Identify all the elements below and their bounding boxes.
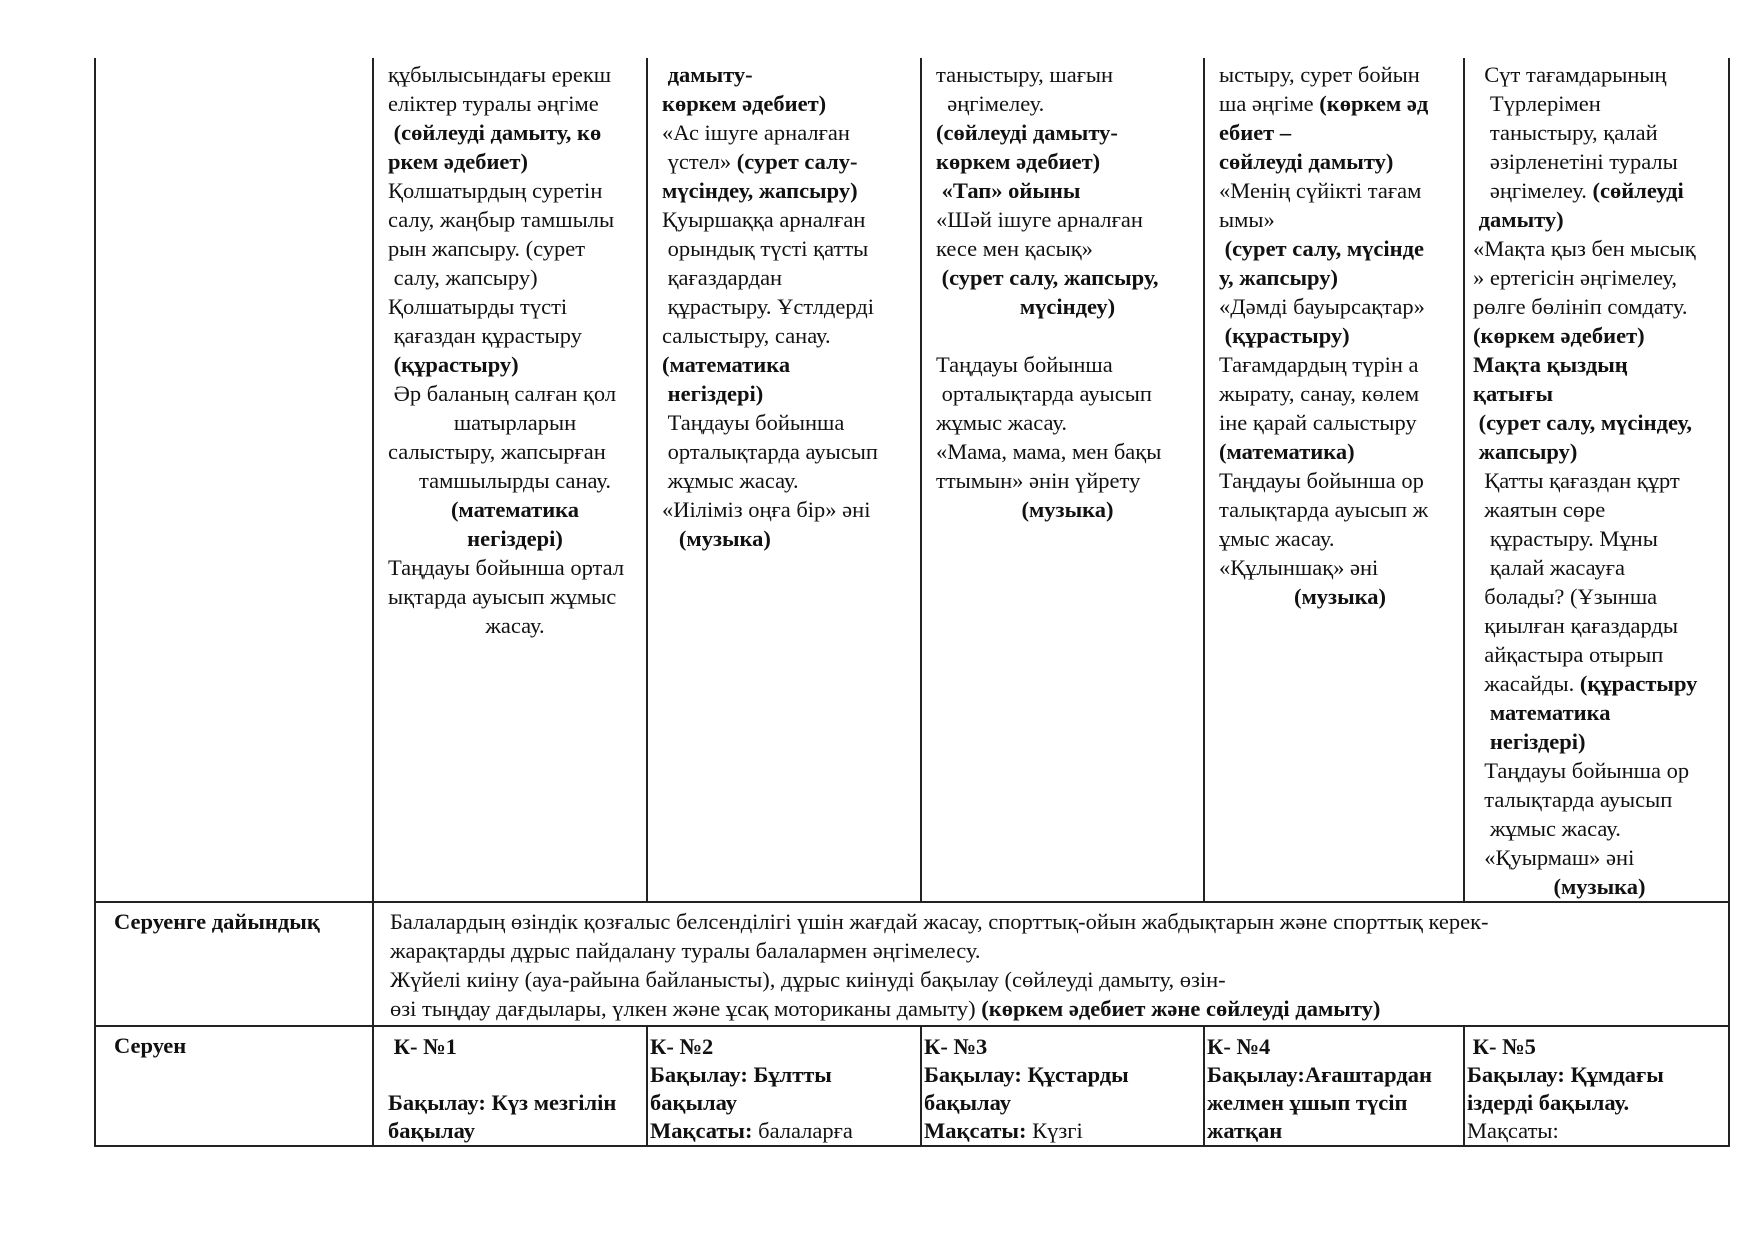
- activity-line-tail: (сөйлеуді: [1592, 178, 1684, 203]
- activity-line-text: Таңдауы бойынша: [662, 410, 845, 435]
- activity-line: [1219, 379, 1461, 408]
- activity-line-text: (музыка): [1021, 497, 1114, 522]
- walk-card-line-text: Бақылау: Күз мезгілін: [388, 1090, 617, 1115]
- activities-cell-4: [1204, 58, 1464, 902]
- activity-line: [936, 495, 1199, 524]
- activity-line-text: жаятын сөре: [1473, 497, 1606, 522]
- activity-line: [662, 292, 916, 321]
- activity-line-text: негіздері): [1473, 729, 1586, 754]
- walk-card-line-text: іздерді бақылау.: [1467, 1090, 1630, 1115]
- activity-line: [1219, 495, 1461, 524]
- activity-line-text: жұмыс жасау.: [1473, 816, 1621, 841]
- activity-line: [1219, 263, 1461, 292]
- activity-line: [388, 437, 642, 466]
- activity-line-text: құрастыру. Ұстлдерді: [662, 294, 875, 319]
- activity-line: [1219, 466, 1461, 495]
- walk-card-line: [388, 1117, 642, 1145]
- activity-line: [1473, 727, 1726, 756]
- activity-line-text: қалай жасауға: [1473, 555, 1625, 580]
- activity-line: [1473, 147, 1726, 176]
- activity-line: [1473, 843, 1726, 872]
- walk-card-line: [650, 1089, 918, 1117]
- walk-card-line: [924, 1061, 1201, 1089]
- activities-label-cell: [95, 58, 373, 902]
- activity-line-text: (құрастыру): [388, 352, 519, 377]
- activity-line: [1473, 466, 1726, 495]
- activity-line-text: (математика): [1219, 439, 1355, 464]
- activity-line-text: Қолшатырдың суретін: [388, 178, 603, 203]
- activity-line: [1473, 756, 1726, 785]
- activity-line-text: » ертегісін әңгімелеу,: [1473, 265, 1678, 290]
- activity-line: [662, 89, 916, 118]
- walk-card-5: [1464, 1026, 1729, 1146]
- walk-prep-row: [95, 902, 1729, 1026]
- activity-line-text: салу, жаңбыр тамшылы: [388, 207, 615, 232]
- activity-line: [388, 553, 642, 582]
- activity-line: [388, 350, 642, 379]
- activity-line-text: «Дәмді бауырсақтар»: [1219, 294, 1425, 319]
- activity-line-text: «Қуырмаш» әні: [1473, 845, 1635, 870]
- activity-line: [662, 147, 916, 176]
- activity-line: [388, 234, 642, 263]
- walk-card-number-text: К- №1: [388, 1034, 457, 1059]
- activity-line: [388, 524, 642, 553]
- activity-line-text: «Ас ішуге арналған: [662, 120, 850, 145]
- activity-line: [1473, 408, 1726, 437]
- walk-card-line: [388, 1089, 642, 1117]
- activity-line: [388, 408, 642, 437]
- activity-line: [1219, 582, 1461, 611]
- activity-line: [936, 350, 1199, 379]
- walk-card-line-text: Бақылау: Құстарды: [924, 1062, 1129, 1087]
- activity-line-text: әзірленетіні туралы: [1473, 149, 1678, 174]
- activity-line: [662, 350, 916, 379]
- activity-line: [936, 205, 1199, 234]
- walk-label-cell: [95, 1026, 373, 1146]
- walk-card-line-text: жатқан: [1207, 1118, 1283, 1143]
- activity-line-text: кесе мен қасық»: [936, 236, 1093, 261]
- activity-line: [1473, 350, 1726, 379]
- activity-line-text: ттымын» әнін үйрету: [936, 468, 1141, 493]
- activity-line: [1473, 263, 1726, 292]
- activity-line: [936, 118, 1199, 147]
- walk-card-line: [388, 1061, 642, 1089]
- activity-line: [936, 176, 1199, 205]
- walk-prep-line: жарақтарды дұрыс пайдалану туралы балалармен әңгімелесу.: [390, 938, 981, 963]
- activity-line-text: (музыка): [1293, 584, 1387, 609]
- activity-line-text: (музыка): [1553, 874, 1646, 899]
- walk-card-line-text: Мақсаты:: [1467, 1118, 1559, 1143]
- activity-line-text: «Мақта қыз бен мысық: [1473, 236, 1696, 261]
- walk-card-number-text: К- №5: [1467, 1034, 1536, 1059]
- activity-line-text: Таңдауы бойынша ор: [1219, 468, 1424, 493]
- activity-line: [1219, 118, 1461, 147]
- activity-line-text: (математика: [662, 352, 791, 377]
- activity-line: [662, 321, 916, 350]
- activity-line-text: әңгімелеу.: [1473, 178, 1593, 203]
- activity-line: [662, 408, 916, 437]
- activity-line-text: таныстыру, қалай: [1473, 120, 1658, 145]
- activity-line: [1473, 872, 1726, 901]
- activity-line: [936, 89, 1199, 118]
- walk-card-line-text: Бақылау:Ағаштардан: [1207, 1062, 1432, 1087]
- activity-line: [1473, 582, 1726, 611]
- walk-card-line: [650, 1061, 918, 1089]
- walk-card-line-text: Бақылау: Құмдағы: [1467, 1062, 1664, 1087]
- activity-line-text: (сөйлеуді дамыту, кө: [388, 120, 602, 145]
- activity-line: [662, 263, 916, 292]
- activity-line: [388, 466, 642, 495]
- activity-line-text: көркем әдебиет): [662, 91, 827, 116]
- activity-line: [1219, 292, 1461, 321]
- walk-card-line: [1467, 1117, 1726, 1145]
- activity-line: [388, 89, 642, 118]
- activities-cell-3: [921, 58, 1204, 902]
- activity-line: [1219, 321, 1461, 350]
- activity-line-text: рөлге бөлініп сомдату.: [1473, 294, 1688, 319]
- walk-card-line: [1207, 1061, 1463, 1089]
- activity-line-tail: (сурет салу-: [736, 149, 858, 174]
- activity-line-text: салу, жапсыру): [388, 265, 538, 290]
- walk-prep-text: [374, 903, 1728, 1025]
- activity-line: [1473, 176, 1726, 205]
- activity-line: [936, 466, 1199, 495]
- walk-prep-label-cell: [95, 902, 373, 1026]
- daily-plan-table: [94, 58, 1730, 1147]
- activity-line-text: «Иіліміз оңға бір» әні: [662, 497, 871, 522]
- walk-card-number: [1207, 1033, 1463, 1061]
- activities-row: [95, 58, 1729, 902]
- activity-line: [388, 582, 642, 611]
- walk-card-line: [924, 1117, 1201, 1145]
- activity-line-text: сөйлеуді дамыту): [1219, 149, 1394, 174]
- activity-line-text: Таңдауы бойынша ор: [1473, 758, 1690, 783]
- activity-line: [1473, 785, 1726, 814]
- activity-line: [1473, 495, 1726, 524]
- activity-line: [936, 234, 1199, 263]
- activity-line: [388, 292, 642, 321]
- walk-card-line-text: бақылау: [924, 1090, 1012, 1115]
- walk-card-line: [924, 1089, 1201, 1117]
- activity-line: [1473, 698, 1726, 727]
- activity-line-text: Таңдауы бойынша: [936, 352, 1113, 377]
- activity-line: [388, 495, 642, 524]
- activity-line-text: рын жапсыру. (сурет: [388, 236, 586, 261]
- activity-line-text: мүсіндеу, жапсыру): [662, 178, 858, 203]
- activity-line-text: негіздері): [467, 526, 563, 551]
- activity-line-text: [936, 323, 942, 348]
- activity-line: [1219, 60, 1461, 89]
- activity-line: [936, 60, 1199, 89]
- activity-line: [1219, 176, 1461, 205]
- walk-card-4: [1204, 1026, 1464, 1146]
- activity-line-text: Әр баланың салған қол: [388, 381, 617, 406]
- walk-card-line: [650, 1117, 918, 1145]
- activity-line-text: орталықтарда ауысып: [662, 439, 878, 464]
- walk-prep-content-cell: [373, 902, 1729, 1026]
- activity-line: [662, 234, 916, 263]
- activity-line: [388, 263, 642, 292]
- activity-line-text: Таңдауы бойынша ортал: [388, 555, 625, 580]
- activity-line-text: Қуыршаққа арналған: [662, 207, 866, 232]
- activity-line-text: мүсіндеу): [1019, 294, 1116, 319]
- activity-line: [1219, 89, 1461, 118]
- activity-line-text: қағаздардан: [662, 265, 783, 290]
- activity-line-text: салыстыру, санау.: [662, 323, 831, 348]
- activity-line: [662, 118, 916, 147]
- activity-line-text: «Мама, мама, мен бақы: [936, 439, 1162, 464]
- activity-line-text: Түрлерімен: [1473, 91, 1601, 116]
- activity-line-text: (сурет салу, мүсінде: [1219, 236, 1424, 261]
- activity-line-text: негіздері): [662, 381, 764, 406]
- activity-line-text: «Шәй ішуге арналған: [936, 207, 1143, 232]
- activity-line-text: Сүт тағамдарының: [1473, 62, 1667, 87]
- activity-line: [1473, 292, 1726, 321]
- activity-line: [662, 60, 916, 89]
- activity-line: [388, 205, 642, 234]
- activity-line: [1473, 89, 1726, 118]
- activity-line-text: (көркем әдебиет): [1473, 323, 1645, 348]
- activity-line: [936, 147, 1199, 176]
- activity-line: [388, 176, 642, 205]
- walk-card-1: [373, 1026, 647, 1146]
- activity-line-text: дамыту): [1473, 207, 1564, 232]
- activity-line-text: қатығы: [1473, 381, 1554, 406]
- activities-cell-1: [373, 58, 647, 902]
- walk-card-number: [388, 1033, 642, 1061]
- activity-line-text: ша әңгіме: [1219, 91, 1320, 116]
- activity-line: [662, 205, 916, 234]
- activity-line: [388, 611, 642, 640]
- activity-line: [1473, 640, 1726, 669]
- activity-line-text: жапсыру): [1473, 439, 1578, 464]
- activity-line-text: талықтарда ауысып ж: [1219, 497, 1429, 522]
- walk-card-line-text: Бақылау: Бұлтты: [650, 1062, 832, 1087]
- activity-line: [1473, 118, 1726, 147]
- activity-line: [1473, 611, 1726, 640]
- activity-line: [1219, 350, 1461, 379]
- walk-card-line-tail: Күзгі: [1032, 1118, 1083, 1143]
- activity-line: [1473, 524, 1726, 553]
- activity-line: [388, 118, 642, 147]
- walk-card-line-text: Мақсаты:: [650, 1118, 759, 1143]
- activity-line: [1473, 321, 1726, 350]
- activity-line-text: тамшылырды санау.: [418, 468, 612, 493]
- activity-line-text: салыстыру, жапсырған: [388, 439, 606, 464]
- activity-line-text: (музыка): [662, 526, 771, 551]
- activity-line: [1219, 408, 1461, 437]
- activity-line: [662, 524, 916, 553]
- activity-line-text: шатырларын: [453, 410, 577, 435]
- activity-line-tail: (құрастыру: [1579, 671, 1698, 696]
- activity-line-text: ықтарда ауысып жұмыс: [388, 584, 617, 609]
- walk-prep-line: Балалардың өзіндік қозғалыс белсенділігі үшін жағдай жасау, спорттық-ойын жабдықтарын және спорттық керек-: [390, 909, 1489, 934]
- activity-line: [936, 437, 1199, 466]
- walk-card-number: [1467, 1033, 1726, 1061]
- activity-line-text: Қатты қағаздан құрт: [1473, 468, 1680, 493]
- activity-line-text: ұмыс жасау.: [1219, 526, 1335, 551]
- activity-line-text: жырату, санау, көлем: [1219, 381, 1420, 406]
- walk-label: Серуен: [114, 1033, 187, 1058]
- activity-line-text: жасау.: [485, 613, 545, 638]
- walk-prep-line: [390, 994, 1718, 1023]
- walk-prep-line: Жүйелі киіну (ауа-райына байланысты), дұрыс киінуді бақылау (сөйлеуді дамыту, өзін-: [390, 967, 1226, 992]
- activity-line-text: қиылған қағаздарды: [1473, 613, 1679, 638]
- activity-line-text: әңгімелеу.: [936, 91, 1045, 116]
- walk-card-line-text: желмен ұшып түсіп: [1207, 1090, 1408, 1115]
- activity-line: [662, 437, 916, 466]
- activity-line-text: дамыту-: [662, 62, 753, 87]
- activity-line-text: Қолшатырды түсті: [388, 294, 568, 319]
- activity-line: [1219, 437, 1461, 466]
- activity-line: [1473, 234, 1726, 263]
- walk-prep-label: Серуенге дайындық: [114, 909, 320, 934]
- activity-line-text: орындық түсті қатты: [662, 236, 869, 261]
- activity-line-text: жұмыс жасау.: [936, 410, 1068, 435]
- activity-line-text: у, жапсыру): [1219, 265, 1338, 290]
- walk-card-line-text: [388, 1062, 394, 1087]
- activity-line-text: қағаздан құрастыру: [388, 323, 582, 348]
- walk-card-line-text: бақылау: [650, 1090, 738, 1115]
- walk-card-line-text: бақылау: [388, 1118, 476, 1143]
- activity-line-text: Тағамдардың түрін а: [1219, 352, 1419, 377]
- activity-line: [388, 321, 642, 350]
- walk-row: [95, 1026, 1729, 1146]
- activity-line-text: «Менің сүйікті тағам: [1219, 178, 1422, 203]
- activity-line: [388, 379, 642, 408]
- activity-line: [662, 379, 916, 408]
- activity-line-text: (математика: [450, 497, 580, 522]
- activity-line-text: айқастыра отырып: [1473, 642, 1664, 667]
- walk-card-number-text: К- №4: [1207, 1034, 1271, 1059]
- activity-line-text: құбылысындағы ерекш: [388, 62, 612, 87]
- activity-line-text: үстел»: [662, 149, 737, 174]
- activity-line: [936, 263, 1199, 292]
- activity-line-text: ымы»: [1219, 207, 1275, 232]
- activity-line: [936, 292, 1199, 321]
- activity-line-text: (құрастыру): [1219, 323, 1350, 348]
- activity-line-text: ыстыру, сурет бойын: [1219, 62, 1420, 87]
- walk-card-number-text: К- №2: [650, 1034, 714, 1059]
- activity-line-text: математика: [1473, 700, 1611, 725]
- activity-line: [1473, 553, 1726, 582]
- activity-line: [936, 408, 1199, 437]
- walk-card-line: [1207, 1117, 1463, 1145]
- walk-card-2: [647, 1026, 921, 1146]
- activity-line: [1473, 814, 1726, 843]
- activity-line: [936, 379, 1199, 408]
- activity-line-text: «Тап» ойыны: [936, 178, 1081, 203]
- activity-line: [388, 147, 642, 176]
- activity-line: [388, 60, 642, 89]
- activity-line-text: еліктер туралы әңгіме: [388, 91, 599, 116]
- activity-line: [1473, 205, 1726, 234]
- activity-line-text: ркем әдебиет): [388, 149, 528, 174]
- activity-line: [662, 176, 916, 205]
- walk-card-line-text: Мақсаты:: [924, 1118, 1033, 1143]
- activity-line: [1473, 379, 1726, 408]
- activity-line-text: таныстыру, шағын: [936, 62, 1114, 87]
- activity-line: [1473, 60, 1726, 89]
- activity-line: [936, 321, 1199, 350]
- activity-line-tail: (көркем әд: [1319, 91, 1429, 116]
- walk-card-number: [650, 1033, 918, 1061]
- walk-card-line: [1467, 1089, 1726, 1117]
- activity-line-text: жасайды.: [1473, 671, 1580, 696]
- activity-line: [662, 466, 916, 495]
- activity-line-text: талықтарда ауысып: [1473, 787, 1673, 812]
- activity-line-text: іне қарай салыстыру: [1219, 410, 1417, 435]
- activities-cell-5: [1464, 58, 1729, 902]
- activities-cell-2: [647, 58, 921, 902]
- activity-line: [662, 495, 916, 524]
- activity-line: [1473, 669, 1726, 698]
- walk-card-line-tail: балаларға: [758, 1118, 853, 1143]
- activity-line-text: «Құлыншақ» әні: [1219, 555, 1379, 580]
- activity-line-text: (сурет салу, жапсыру,: [936, 265, 1159, 290]
- activity-line-text: орталықтарда ауысып: [936, 381, 1152, 406]
- activity-line-text: жұмыс жасау.: [662, 468, 799, 493]
- activity-line: [1219, 524, 1461, 553]
- activity-line-text: ебиет –: [1219, 120, 1292, 145]
- activity-line: [1219, 147, 1461, 176]
- activity-line-text: құрастыру. Мұны: [1473, 526, 1658, 551]
- activity-line: [1219, 205, 1461, 234]
- walk-card-line: [1467, 1061, 1726, 1089]
- activity-line-text: болады? (Ұзынша: [1473, 584, 1658, 609]
- activity-line-text: (сурет салу, мүсіндеу,: [1473, 410, 1693, 435]
- activity-line-text: (сөйлеуді дамыту-: [936, 120, 1118, 145]
- activity-line: [1219, 553, 1461, 582]
- walk-card-number-text: К- №3: [924, 1034, 988, 1059]
- activity-line-text: Мақта қыздың: [1473, 352, 1628, 377]
- walk-prep-line-bold: (көркем әдебиет және сөйлеуді дамыту): [981, 996, 1381, 1021]
- activity-line-text: көркем әдебиет): [936, 149, 1101, 174]
- activity-line: [1219, 234, 1461, 263]
- walk-prep-line-plain: өзі тыңдау дағдылары, үлкен және ұсақ моториканы дамыту): [390, 996, 982, 1021]
- walk-card-3: [921, 1026, 1204, 1146]
- activity-line: [1473, 437, 1726, 466]
- walk-card-line: [1207, 1089, 1463, 1117]
- walk-card-number: [924, 1033, 1201, 1061]
